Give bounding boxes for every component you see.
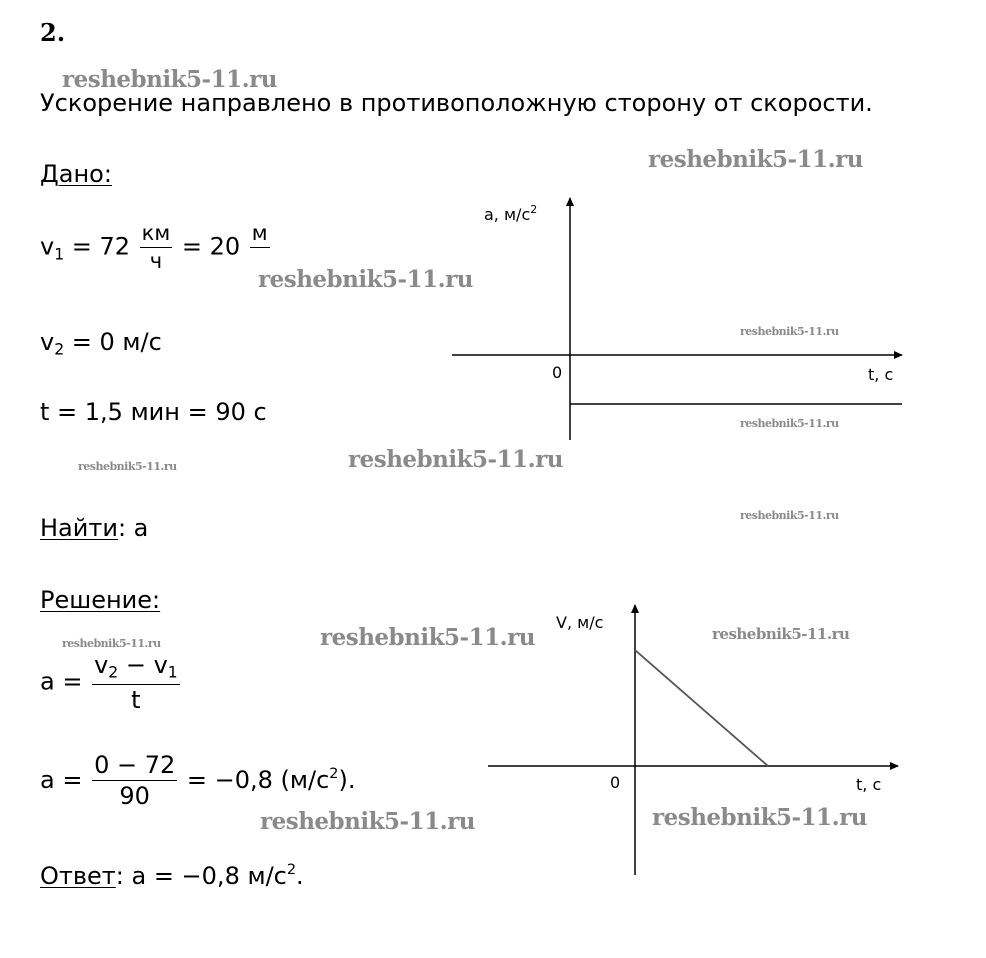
- calc-end: ).: [338, 765, 356, 794]
- solution-formula: [40, 652, 182, 713]
- given-t: t = 1,5 мин = 90 с: [40, 398, 267, 426]
- solution-heading: Решение:: [40, 586, 161, 614]
- acceleration-graph: [440, 190, 920, 460]
- calc-num: 0 − 72: [92, 752, 177, 781]
- watermark: reshebnik5-11.ru: [712, 625, 850, 643]
- answer-end: .: [296, 862, 304, 891]
- find-heading: Найти: [40, 514, 118, 542]
- formula-num: $v_2 - v_1$: [92, 652, 180, 685]
- calc-sup: 2: [329, 765, 339, 782]
- calc-lhs: a =: [40, 765, 91, 794]
- v2-sub: 2: [54, 340, 65, 359]
- find-line: [40, 514, 148, 542]
- problem-number: 2.: [40, 18, 66, 47]
- watermark: reshebnik5-11.ru: [258, 266, 473, 293]
- watermark: reshebnik5-11.ru: [740, 325, 839, 338]
- v-graph-y-label: V, м/с: [556, 613, 604, 632]
- v1-eq2: = 20: [174, 232, 241, 261]
- formula-lhs: a =: [40, 667, 91, 696]
- v-graph-origin: 0: [610, 773, 621, 792]
- formula-den: t: [131, 685, 141, 714]
- formula-fraction: [92, 652, 180, 713]
- v-graph-series-line: [635, 650, 768, 766]
- v1-eq1: = 72: [64, 232, 131, 261]
- statement-text: Ускорение направлено в противоположную сторону от скорости.: [40, 89, 873, 117]
- v2-symbol: v: [40, 328, 55, 356]
- find-rest: : a: [117, 514, 149, 542]
- watermark: reshebnik5-11.ru: [62, 66, 277, 93]
- given-v2: [40, 328, 162, 359]
- v1-sub: 1: [54, 245, 65, 264]
- calc-rhs: = −0,8 (м/с: [179, 765, 330, 794]
- velocity-graph: [480, 600, 920, 880]
- calc-fraction: [92, 752, 177, 810]
- calc-den: 90: [119, 782, 150, 811]
- a-graph-origin: 0: [552, 363, 563, 382]
- kmh-fraction: [140, 222, 173, 273]
- watermark: reshebnik5-11.ru: [348, 446, 563, 473]
- a-graph-x-label: t, с: [868, 365, 894, 384]
- answer-sup: 2: [286, 862, 297, 878]
- watermark: reshebnik5-11.ru: [320, 624, 535, 651]
- watermark: reshebnik5-11.ru: [62, 637, 161, 650]
- a-graph-y-label: a, $м/с^2$: [484, 203, 538, 224]
- given-v1: [40, 222, 272, 273]
- watermark: reshebnik5-11.ru: [740, 509, 839, 522]
- solution-calc: [40, 752, 355, 810]
- watermark: reshebnik5-11.ru: [78, 460, 177, 473]
- watermark: reshebnik5-11.ru: [740, 417, 839, 430]
- given-heading: Дано:: [40, 160, 112, 188]
- answer-line: [40, 862, 304, 890]
- answer-heading: Ответ: [40, 862, 116, 891]
- answer-text: : a = −0,8 м/с: [115, 862, 287, 891]
- v2-rhs: = 0 м/с: [64, 328, 162, 356]
- watermark: reshebnik5-11.ru: [260, 808, 475, 835]
- ms-num: м: [250, 222, 270, 248]
- kmh-num: км: [140, 222, 173, 248]
- watermark: reshebnik5-11.ru: [652, 804, 867, 831]
- v1-symbol: v: [40, 232, 55, 261]
- v-graph-x-label: t, с: [856, 775, 882, 794]
- kmh-den: ч: [149, 249, 163, 274]
- watermark: reshebnik5-11.ru: [648, 146, 863, 173]
